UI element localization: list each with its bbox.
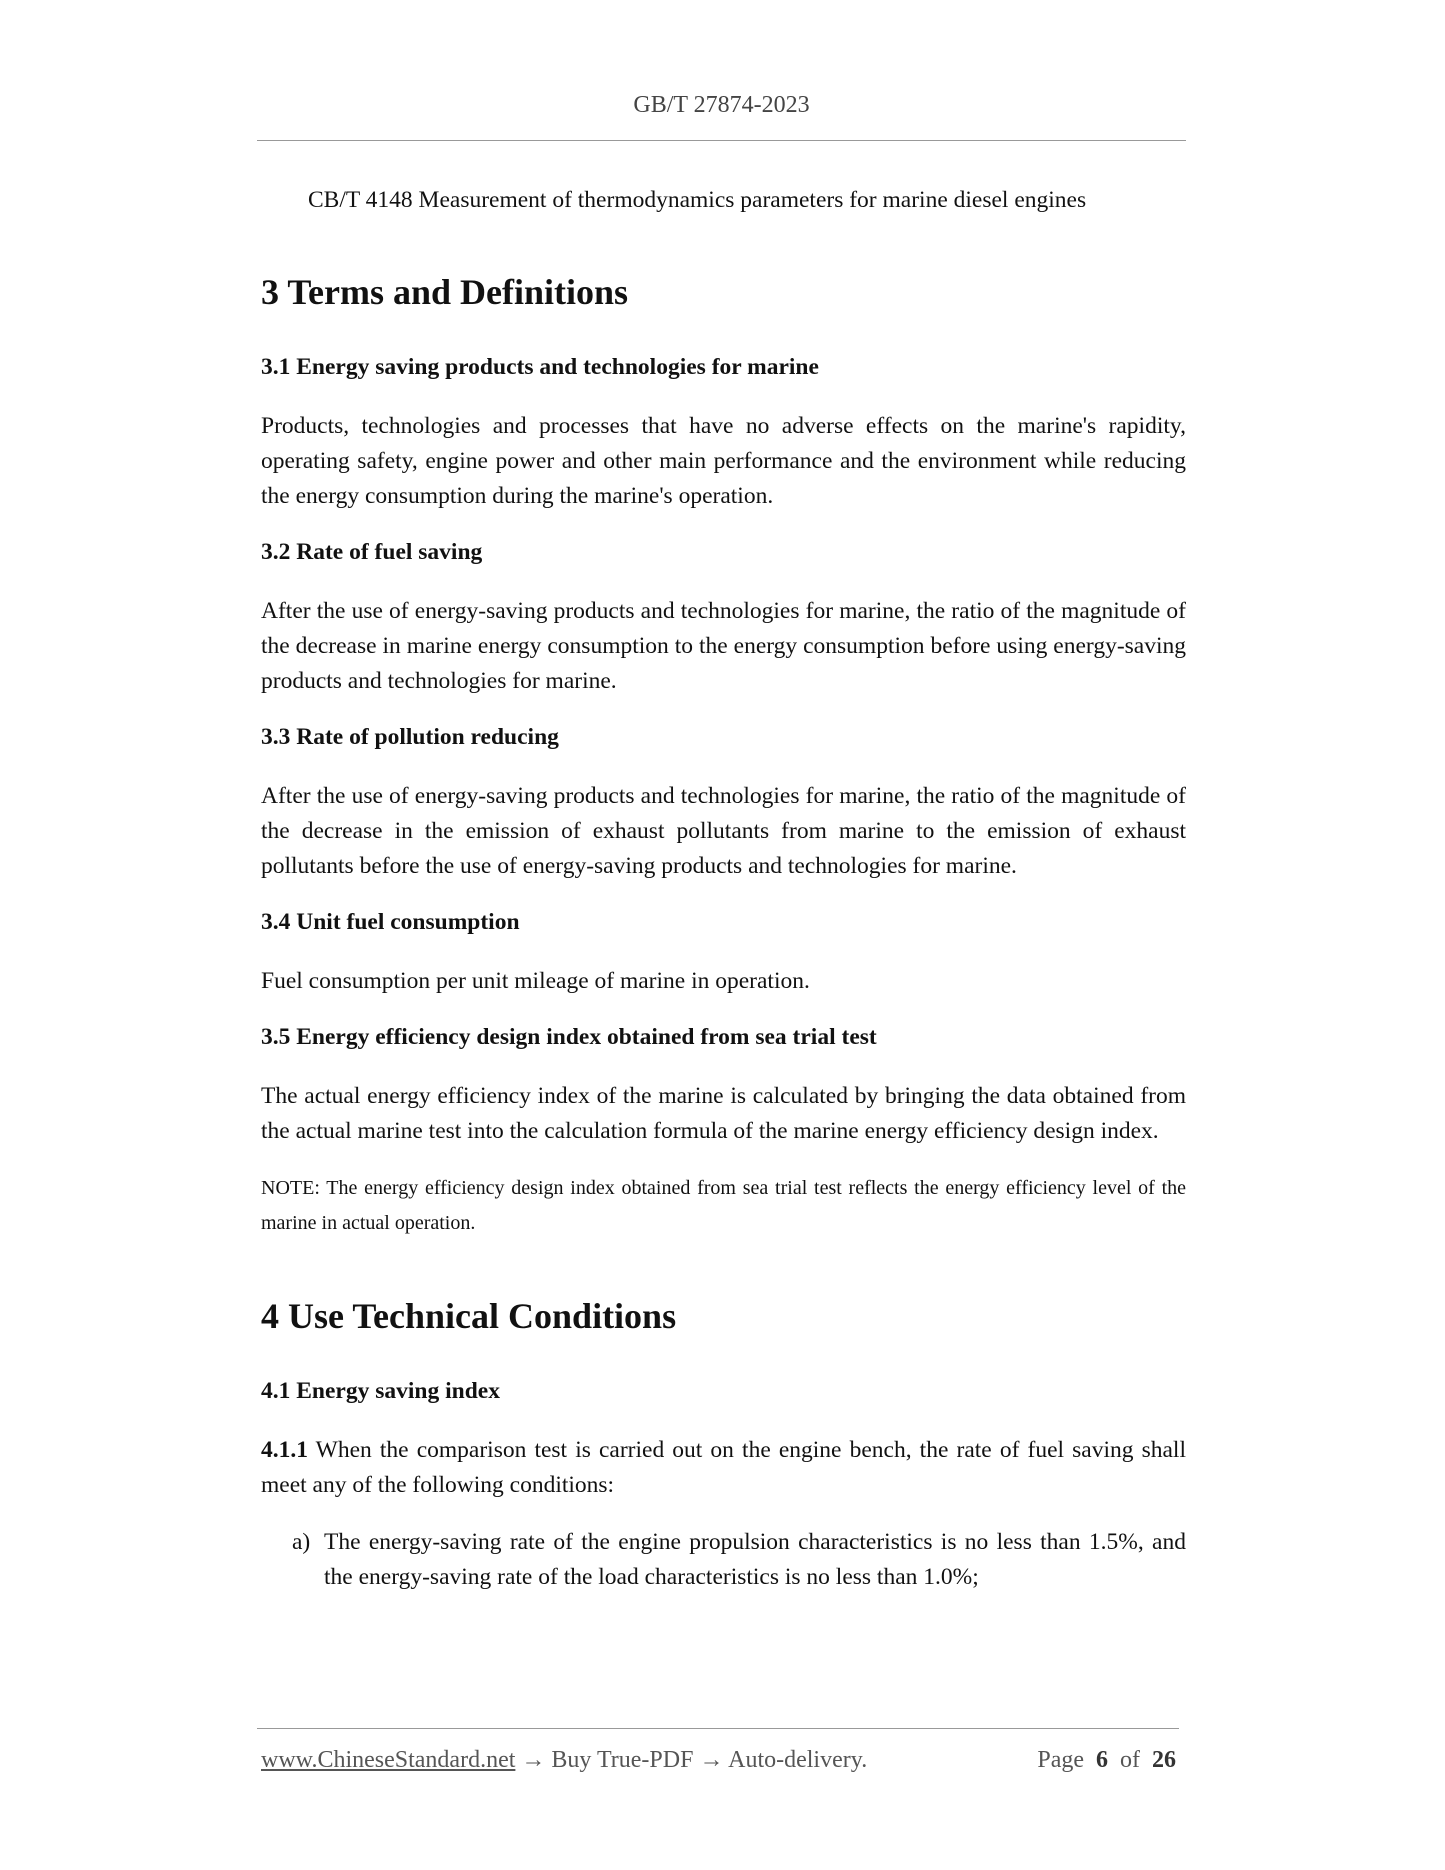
term-3-2-definition: After the use of energy-saving products and technologies for marine, the ratio of the magnitude of the decrease in marine energy consumption to the energy consumption before using energy-saving products and technologies for marine. — [261, 598, 1186, 694]
footer-divider — [257, 1728, 1179, 1729]
section-4-title: 4 Use Technical Conditions — [261, 1296, 677, 1336]
term-3-2-heading: 3.2 Rate of fuel saving — [261, 539, 483, 565]
term-3-1-definition: Products, technologies and processes that have no adverse effects on the marine's rapidity, operating safety, engine power and other main performance and the environment while reducing the energy consumption during the marine's operation. — [261, 413, 1186, 509]
normative-reference: CB/T 4148 Measurement of thermodynamics parameters for marine diesel engines — [308, 187, 1087, 213]
page-number: 6 — [1096, 1747, 1108, 1773]
header-divider — [257, 140, 1186, 141]
document-header: GB/T 27874-2023 — [633, 92, 810, 118]
website-link[interactable]: www.ChineseStandard.net — [261, 1747, 516, 1773]
term-3-5-heading: 3.5 Energy efficiency design index obtained from sea trial test — [261, 1024, 877, 1050]
term-3-4-heading: 3.4 Unit fuel consumption — [261, 909, 520, 935]
clause-4-1-1-number: 4.1.1 — [261, 1437, 308, 1463]
term-3-5-definition: The actual energy efficiency index of the marine is calculated by bringing the data obtained from the actual marine test into the calculation formula of the marine energy efficiency design index. — [261, 1083, 1186, 1144]
page-footer — [261, 1747, 1176, 1774]
term-3-1-heading: 3.1 Energy saving products and technologies for marine — [261, 354, 819, 380]
clause-4-1-1-text: When the comparison test is carried out on the engine bench, the rate of fuel saving shall meet any of the following conditions: — [261, 1437, 1186, 1498]
list-item-a-text: The energy-saving rate of the engine propulsion characteristics is no less than 1.5%, and the energy-saving rate of the load characteristics is no less than 1.0%; — [324, 1529, 1186, 1590]
term-3-3-heading: 3.3 Rate of pollution reducing — [261, 724, 559, 750]
page-of-label: of — [1120, 1747, 1140, 1773]
list-marker-a: a) — [292, 1529, 311, 1555]
term-3-5-note: NOTE: The energy efficiency design index obtained from sea trial test reflects the energy efficiency level of the marine in actual operation. — [261, 1177, 1186, 1234]
subsection-4-1-heading: 4.1 Energy saving index — [261, 1378, 500, 1404]
term-3-4-definition: Fuel consumption per unit mileage of marine in operation. — [261, 968, 810, 994]
list-item-a — [292, 1525, 1186, 1595]
page-label: Page — [1037, 1747, 1084, 1773]
page-body — [261, 183, 1186, 1595]
footer-tagline: → Buy True-PDF → Auto-delivery. — [515, 1747, 868, 1773]
page-total: 26 — [1152, 1747, 1176, 1773]
clause-4-1-1 — [261, 1433, 1186, 1503]
page-indicator — [1037, 1747, 1176, 1774]
section-3-title: 3 Terms and Definitions — [261, 272, 629, 312]
term-3-3-definition: After the use of energy-saving products and technologies for marine, the ratio of the magnitude of the decrease in the emission of exhaust pollutants from marine to the emission of exhaust pollutants before the use of energy-saving products and technologies for marine. — [261, 783, 1186, 879]
footer-promo — [261, 1747, 867, 1774]
